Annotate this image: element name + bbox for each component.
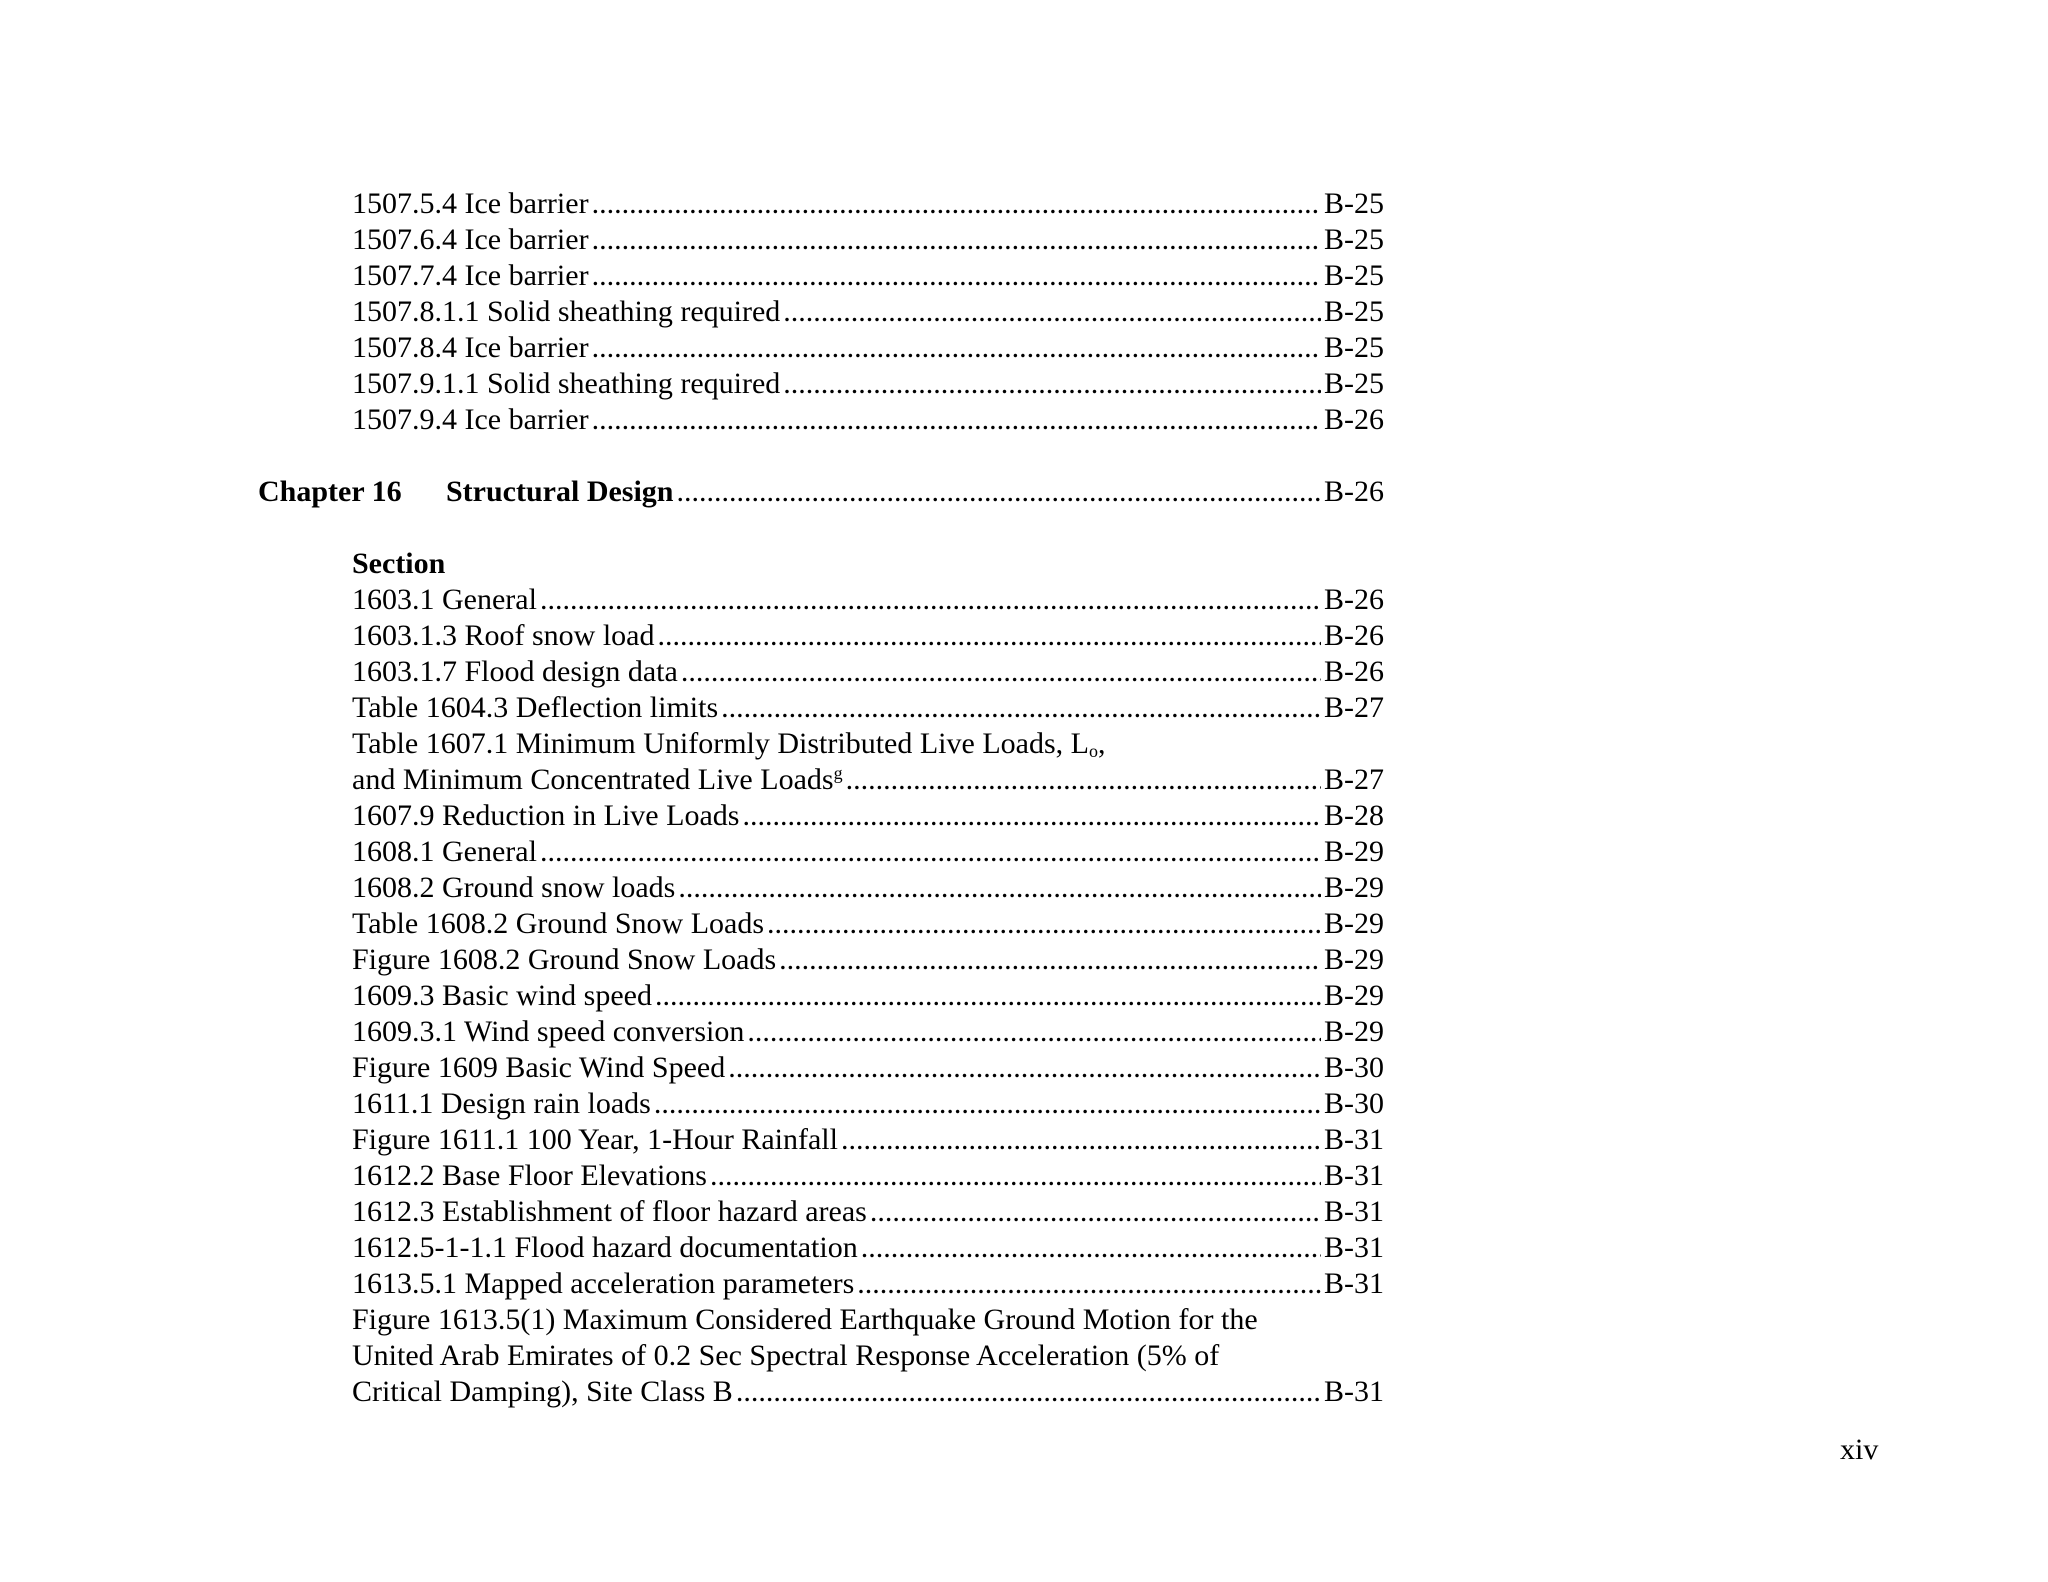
superscript: g [833, 763, 843, 783]
toc-entry [352, 1158, 1384, 1194]
leader-dots [841, 1122, 1321, 1158]
leader-dots [742, 798, 1321, 834]
toc-entry-page: B-29 [1324, 907, 1384, 940]
toc-entry-label: 1608.1 General [352, 835, 537, 868]
section-block [352, 546, 1384, 1410]
leader-dots [592, 258, 1321, 294]
toc-entry-label [352, 762, 843, 798]
toc-entry-label: Figure 1609 Basic Wind Speed [352, 1051, 726, 1084]
toc-entry [352, 1014, 1384, 1050]
toc-entry-label: 1607.9 Reduction in Live Loads [352, 799, 740, 832]
toc-entry-page: B-29 [1324, 979, 1384, 1012]
toc-entry [352, 294, 1384, 330]
toc-entry-page: B-26 [1324, 619, 1384, 652]
toc-entry [352, 942, 1384, 978]
toc-entry-label: 1611.1 Design rain loads [352, 1087, 651, 1120]
toc-entry [352, 906, 1384, 942]
toc-entry [352, 582, 1384, 618]
toc-entry-label: 1612.3 Establishment of floor hazard areas [352, 1195, 867, 1228]
leader-dots [677, 474, 1322, 510]
toc-entry-page: B-26 [1324, 403, 1384, 436]
toc-entry-label: 1608.2 Ground snow loads [352, 871, 676, 904]
toc-entry [352, 870, 1384, 906]
toc-entry-label: Table 1608.2 Ground Snow Loads [352, 907, 765, 940]
leader-dots [592, 186, 1321, 222]
leader-dots [721, 690, 1321, 726]
toc-entry-page: B-25 [1324, 259, 1384, 292]
chapter-number: Chapter 16 [258, 475, 402, 508]
toc-entry [352, 618, 1384, 654]
toc-entry-figure-1613-line1: Figure 1613.5(1) Maximum Considered Earthquake Ground Motion for the [352, 1303, 1258, 1336]
toc-entry-page: B-25 [1324, 367, 1384, 400]
toc-entry [352, 690, 1384, 726]
toc-entry-table-1607-line2 [352, 762, 1384, 798]
chapter-title: Structural Design [446, 475, 674, 508]
toc-entry-page: B-26 [1324, 583, 1384, 616]
toc-entry-page: B-31 [1324, 1195, 1384, 1228]
toc-entry-page: B-26 [1324, 655, 1384, 688]
leader-dots [767, 906, 1321, 942]
toc-entry [352, 222, 1384, 258]
toc-entry-label: Figure 1608.2 Ground Snow Loads [352, 943, 777, 976]
page-number: xiv [1840, 1433, 1879, 1466]
leader-dots [747, 1014, 1321, 1050]
leader-dots [870, 1194, 1321, 1230]
toc-entry [352, 1230, 1384, 1266]
toc-entry [352, 1086, 1384, 1122]
leader-dots [678, 870, 1321, 906]
leader-dots [710, 1158, 1321, 1194]
toc-entry-label: Table 1607.1 Minimum Uniformly Distributed Live Loads, L [352, 727, 1089, 760]
leader-dots [654, 1086, 1321, 1122]
toc-entry-label: 1603.1.7 Flood design data [352, 655, 678, 688]
leader-dots [540, 834, 1321, 870]
toc-entry-figure-1613-line3 [352, 1374, 1384, 1410]
toc-entry-page: B-29 [1324, 943, 1384, 976]
toc-entry-label: 1507.9.1.1 Solid sheathing required [352, 367, 781, 400]
subscript: o [1088, 741, 1098, 761]
toc-entry-page: B-25 [1324, 295, 1384, 328]
toc-entry-page: B-25 [1324, 331, 1384, 364]
toc-entry-page: B-27 [1324, 691, 1384, 724]
toc-entry-page: B-31 [1324, 1159, 1384, 1192]
toc-entry-label: 1507.8.4 Ice barrier [352, 331, 589, 364]
leader-dots [592, 330, 1321, 366]
toc-entry [352, 402, 1384, 438]
leader-dots [779, 942, 1321, 978]
toc-top-entries [352, 186, 1384, 438]
toc-entry-label: 1612.2 Base Floor Elevations [352, 1159, 707, 1192]
leader-dots [846, 762, 1321, 798]
toc-entry-page: B-29 [1324, 1015, 1384, 1048]
toc-entry [352, 654, 1384, 690]
chapter-heading [258, 474, 1384, 510]
toc-entry-label: Figure 1611.1 100 Year, 1-Hour Rainfall [352, 1123, 838, 1156]
toc-entry [352, 258, 1384, 294]
toc-entry-label-text: and Minimum Concentrated Live Loads [352, 763, 834, 796]
toc-entry-label: Table 1604.3 Deflection limits [352, 691, 719, 724]
punctuation: , [1097, 727, 1106, 760]
leader-dots [728, 1050, 1321, 1086]
leader-dots [592, 402, 1321, 438]
leader-dots [540, 582, 1321, 618]
toc-entry-label: 1613.5.1 Mapped acceleration parameters [352, 1267, 855, 1300]
toc-entry-table-1607-line1 [352, 726, 1384, 762]
toc-entry-label: 1609.3.1 Wind speed conversion [352, 1015, 745, 1048]
toc-entry-page: B-30 [1324, 1087, 1384, 1120]
toc-entry-label: 1507.9.4 Ice barrier [352, 403, 589, 436]
section-heading: Section [352, 547, 446, 580]
section-entries-b [352, 798, 1384, 1302]
toc-entry [352, 186, 1384, 222]
leader-dots [783, 366, 1321, 402]
toc-entry [352, 1050, 1384, 1086]
leader-dots [736, 1374, 1321, 1410]
leader-dots [857, 1266, 1321, 1302]
leader-dots [783, 294, 1321, 330]
toc-entry-label: 1603.1 General [352, 583, 537, 616]
leader-dots [592, 222, 1321, 258]
toc-entry-label: 1507.6.4 Ice barrier [352, 223, 589, 256]
toc-entry [352, 978, 1384, 1014]
toc-entry-page: B-31 [1324, 1267, 1384, 1300]
toc-entry-page: B-25 [1324, 187, 1384, 220]
toc-entry [352, 330, 1384, 366]
toc-entry-page: B-29 [1324, 871, 1384, 904]
toc-entry [352, 834, 1384, 870]
toc-entry-page: B-29 [1324, 835, 1384, 868]
toc-entry-page: B-31 [1324, 1231, 1384, 1264]
toc-entry-label: 1507.5.4 Ice barrier [352, 187, 589, 220]
toc-entry-label: 1609.3 Basic wind speed [352, 979, 652, 1012]
leader-dots [655, 978, 1321, 1014]
leader-dots [681, 654, 1321, 690]
chapter-page: B-26 [1324, 475, 1384, 508]
toc-entry-label: 1507.8.1.1 Solid sheathing required [352, 295, 781, 328]
toc-entry-page: B-31 [1324, 1123, 1384, 1156]
toc-entry [352, 1266, 1384, 1302]
toc-entry-page: B-28 [1324, 799, 1384, 832]
toc-entry-page: B-27 [1324, 763, 1384, 796]
toc-entry [352, 1122, 1384, 1158]
toc-entry-figure-1613-line2: United Arab Emirates of 0.2 Sec Spectral Response Acceleration (5% of [352, 1339, 1220, 1372]
toc-entry-page: B-31 [1324, 1375, 1384, 1408]
toc-entry-page: B-25 [1324, 223, 1384, 256]
toc-entry-label: Critical Damping), Site Class B [352, 1375, 733, 1408]
section-entries-a [352, 582, 1384, 726]
toc-entry [352, 798, 1384, 834]
leader-dots [658, 618, 1322, 654]
leader-dots [861, 1230, 1321, 1266]
toc-entry-label: 1603.1.3 Roof snow load [352, 619, 655, 652]
toc-entry [352, 366, 1384, 402]
toc-entry [352, 1194, 1384, 1230]
toc-entry-page: B-30 [1324, 1051, 1384, 1084]
toc-entry-label: 1612.5-1-1.1 Flood hazard documentation [352, 1231, 858, 1264]
toc-entry-label: 1507.7.4 Ice barrier [352, 259, 589, 292]
